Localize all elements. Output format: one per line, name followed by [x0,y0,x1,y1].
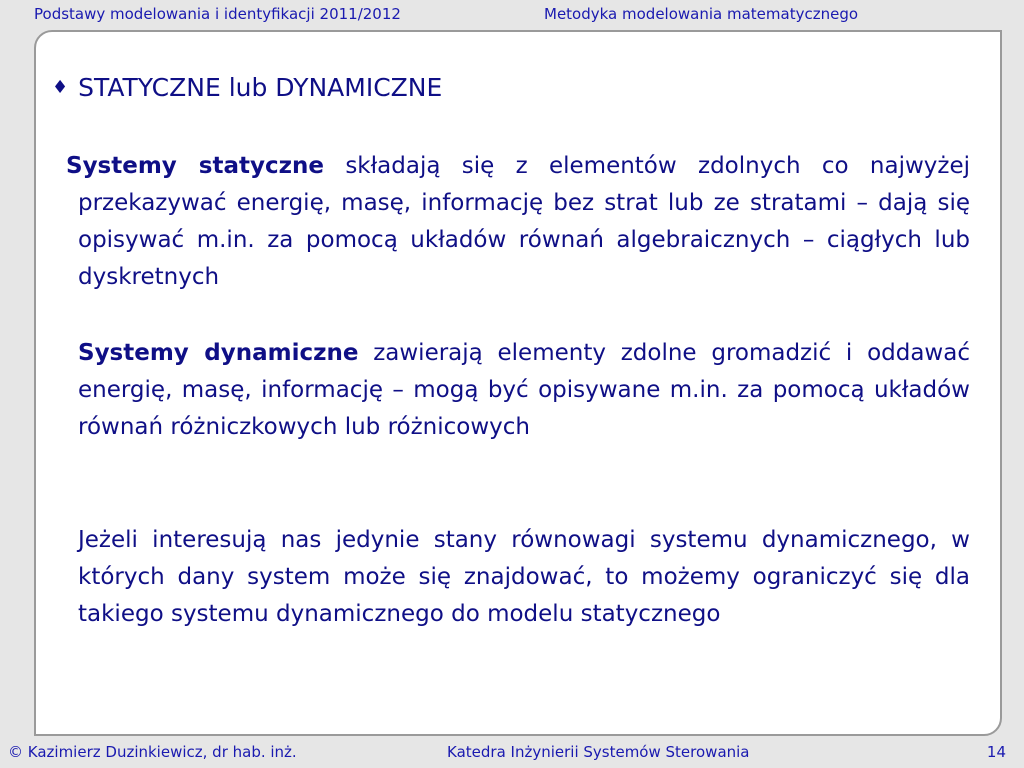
bullet-heading [52,73,442,102]
footer-department: Katedra Inżynierii Systemów Sterowania [447,743,750,761]
page-number: 14 [986,743,1006,761]
footer-author: © Kazimierz Duzinkiewicz, dr hab. inż. [8,743,297,761]
diamond-bullet-icon: ♦ [52,77,69,98]
equilibrium-note-text: Jeżeli interesują nas jedynie stany równowagi systemu dynamicznego, w których dany system może się znajdować, to możemy ograniczyć się dla takiego systemu dynamicznego do modelu statycznego [78,527,970,627]
header-bar [0,0,1024,28]
static-systems-description: składają się z elementów zdolnych co najwyżej przekazywać energię, masę, informację bez strat lub ze stratami – dają się opisywać m.in. za pomocą układów równań algebraicznych – ciągłych lub dyskretnych [78,153,970,290]
paragraph-static-systems [66,148,970,296]
term-static-systems: Systemy statyczne [66,153,324,179]
section-title: Metodyka modelowania matematycznego [544,5,859,23]
paragraph-equilibrium-note [78,522,970,633]
dynamic-systems-description: zawierają elementy zdolne gromadzić i oddawać energię, masę, informację – mogą być opisywane m.in. za pomocą układów równań różniczkowych lub różnicowych [78,340,970,440]
course-title: Podstawy modelowania i identyfikacji 2011/2012 [34,5,401,23]
term-dynamic-systems: Systemy dynamiczne [78,340,359,366]
paragraph-dynamic-systems [78,335,970,446]
bullet-heading-text: STATYCZNE lub DYNAMICZNE [78,73,443,102]
